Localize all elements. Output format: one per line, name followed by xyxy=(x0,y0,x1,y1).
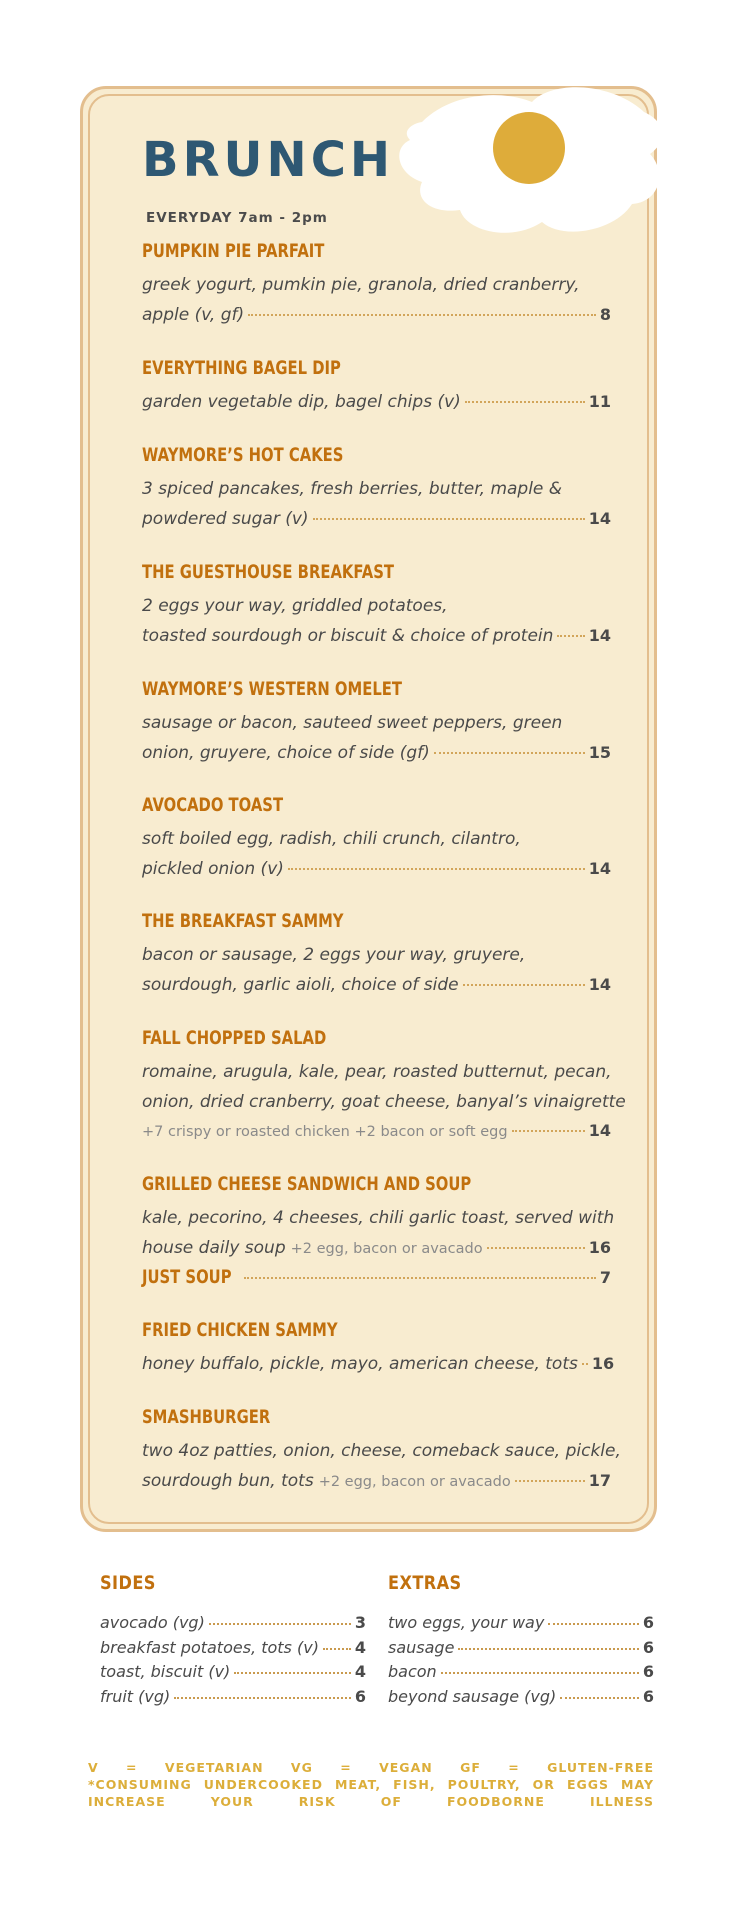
menu-item-description: 2 eggs your way, griddled potatoes, xyxy=(142,596,448,616)
menu-hours: EVERYDAY 7am - 2pm xyxy=(146,210,328,226)
menu-item-description: 3 spiced pancakes, fresh berries, butter, maple & xyxy=(142,479,563,499)
menu-item-price-line xyxy=(142,743,611,763)
menu-item-price-line xyxy=(142,859,611,879)
dot-leader xyxy=(557,635,584,637)
menu-item-description: toasted sourdough or biscuit & choice of protein xyxy=(142,625,554,646)
extras-heading: EXTRAS xyxy=(388,1572,462,1594)
extras-item-label: sausage xyxy=(388,1637,455,1657)
just-soup-name: JUST SOUP xyxy=(142,1267,232,1288)
sides-item-price: 6 xyxy=(354,1686,366,1706)
extras-item-label: beyond sausage (vg) xyxy=(388,1686,557,1706)
menu-item-name: THE GUESTHOUSE BREAKFAST xyxy=(142,562,395,583)
menu-item-description: pickled onion (v) xyxy=(142,858,284,879)
menu-item-price: 16 xyxy=(591,1354,615,1373)
menu-item-name: FRIED CHICKEN SAMMY xyxy=(142,1320,338,1341)
consumption-warning-line-1: *CONSUMING UNDERCOOKED MEAT, FISH, POULTRY, OR EGGS MAY xyxy=(88,1777,654,1792)
menu-title: BRUNCH xyxy=(142,132,395,188)
extras-item xyxy=(388,1662,654,1681)
menu-item-description: two 4oz patties, onion, cheese, comeback sauce, pickle, xyxy=(142,1441,621,1461)
extras-item xyxy=(388,1613,654,1632)
menu-item-addon: +2 egg, bacon or avacado xyxy=(318,1473,511,1490)
extras-item-price: 6 xyxy=(642,1662,654,1681)
menu-item-description: powdered sugar (v) xyxy=(142,508,309,529)
dot-leader xyxy=(515,1480,585,1482)
dot-leader xyxy=(458,1648,638,1650)
menu-item-price: 14 xyxy=(588,974,611,994)
menu-item-price: 14 xyxy=(588,625,611,645)
dot-leader xyxy=(582,1363,588,1365)
menu-item-name: WAYMORE’S HOT CAKES xyxy=(142,445,344,466)
menu-item-price: 14 xyxy=(588,858,611,878)
menu-item-description: sausage or bacon, sauteed sweet peppers, green xyxy=(142,713,563,733)
dot-leader xyxy=(288,868,585,870)
menu-item-description: bacon or sausage, 2 eggs your way, gruyere, xyxy=(142,945,526,965)
just-soup-price: 7 xyxy=(599,1268,611,1287)
sides-item-price: 3 xyxy=(354,1613,366,1632)
menu-item-description: soft boiled egg, radish, chili crunch, cilantro, xyxy=(142,829,521,849)
dot-leader xyxy=(548,1623,639,1625)
dot-leader xyxy=(234,1672,351,1674)
dot-leader xyxy=(174,1697,351,1699)
menu-item-price-line xyxy=(142,975,611,995)
menu-item-description: onion, gruyere, choice of side (gf) xyxy=(142,742,430,763)
menu-item-price-line xyxy=(142,1238,611,1258)
extras-item-price: 6 xyxy=(642,1686,654,1706)
menu-item-name: GRILLED CHEESE SANDWICH AND SOUP xyxy=(142,1174,472,1195)
sides-item-price: 4 xyxy=(354,1637,366,1657)
dot-leader xyxy=(209,1623,351,1625)
dot-leader xyxy=(323,1648,351,1650)
sides-item xyxy=(100,1662,366,1681)
extras-item-price: 6 xyxy=(642,1613,654,1632)
dot-leader xyxy=(244,1277,596,1279)
menu-item-description: apple (v, gf) xyxy=(142,304,245,325)
sides-item xyxy=(100,1638,366,1657)
menu-item-description: sourdough, garlic aioli, choice of side xyxy=(142,974,459,995)
consumption-warning-line-2: INCREASE YOUR RISK OF FOODBORNE ILLNESS xyxy=(88,1794,654,1809)
dot-leader xyxy=(512,1130,585,1132)
menu-item-price-line xyxy=(142,1121,611,1140)
dot-leader xyxy=(441,1672,639,1674)
menu-item-price: 15 xyxy=(588,742,611,762)
menu-item-price-line xyxy=(142,305,611,325)
menu-item-price: 14 xyxy=(588,508,611,528)
menu-item-name: SMASHBURGER xyxy=(142,1407,271,1428)
menu-item-description: onion, dried cranberry, goat cheese, banyal’s vinaigrette xyxy=(142,1091,626,1112)
menu-item-addon: +7 crispy or roasted chicken +2 bacon or soft egg xyxy=(142,1124,508,1140)
dot-leader xyxy=(248,314,596,316)
menu-item-description: house daily soup xyxy=(142,1237,286,1258)
extras-item xyxy=(388,1638,654,1657)
sides-item-label: breakfast potatoes, tots (v) xyxy=(100,1637,319,1657)
dot-leader xyxy=(487,1247,585,1249)
menu-item-name: PUMPKIN PIE PARFAIT xyxy=(142,241,325,262)
sides-item-label: fruit (vg) xyxy=(100,1686,171,1706)
just-soup-line xyxy=(142,1267,611,1288)
dot-leader xyxy=(313,518,585,520)
menu-item-name: AVOCADO TOAST xyxy=(142,795,284,816)
menu-item-name: THE BREAKFAST SAMMY xyxy=(142,911,344,932)
menu-item-description: romaine, arugula, kale, pear, roasted butternut, pecan, xyxy=(142,1062,612,1082)
menu-item-name: FALL CHOPPED SALAD xyxy=(142,1028,327,1049)
menu-item-price-line xyxy=(142,626,611,646)
menu-item-price: 14 xyxy=(588,1121,611,1140)
menu-item-price: 17 xyxy=(588,1470,611,1490)
dot-leader xyxy=(463,984,585,986)
menu-item-price-line xyxy=(142,392,611,412)
menu-item-description: garden vegetable dip, bagel chips (v) xyxy=(142,392,461,412)
menu-item-name: WAYMORE’S WESTERN OMELET xyxy=(142,679,402,700)
menu-item-price-line xyxy=(142,1354,615,1374)
sides-item xyxy=(100,1613,366,1632)
sides-item-label: avocado (vg) xyxy=(100,1613,205,1632)
menu-item-addon: +2 egg, bacon or avacado xyxy=(290,1240,483,1257)
menu-item-name: EVERYTHING BAGEL DIP xyxy=(142,358,341,379)
dietary-legend: V = VEGETARIAN VG = VEGAN GF = GLUTEN-FREE xyxy=(88,1760,654,1775)
sides-item-label: toast, biscuit (v) xyxy=(100,1662,231,1681)
menu-item-price: 16 xyxy=(588,1237,611,1257)
dot-leader xyxy=(434,752,585,754)
fried-egg-icon xyxy=(382,82,662,242)
menu-item-price: 8 xyxy=(599,304,611,324)
sides-item-price: 4 xyxy=(354,1662,366,1681)
menu-item-description: honey buffalo, pickle, mayo, american cheese, tots xyxy=(142,1354,578,1374)
dot-leader xyxy=(465,401,585,403)
menu-item-price-line xyxy=(142,1471,611,1491)
sides-item xyxy=(100,1687,366,1706)
extras-item xyxy=(388,1687,654,1706)
menu-item-price: 11 xyxy=(588,392,611,411)
extras-item-label: bacon xyxy=(388,1662,437,1681)
extras-item-label: two eggs, your way xyxy=(388,1613,545,1632)
extras-item-price: 6 xyxy=(642,1637,654,1657)
menu-item-description: greek yogurt, pumkin pie, granola, dried cranberry, xyxy=(142,275,580,295)
menu-item-description: sourdough bun, tots xyxy=(142,1470,314,1491)
menu-item-description: kale, pecorino, 4 cheeses, chili garlic toast, served with xyxy=(142,1208,615,1228)
sides-heading: SIDES xyxy=(100,1572,156,1594)
menu-item-price-line xyxy=(142,509,611,529)
dot-leader xyxy=(560,1697,639,1699)
